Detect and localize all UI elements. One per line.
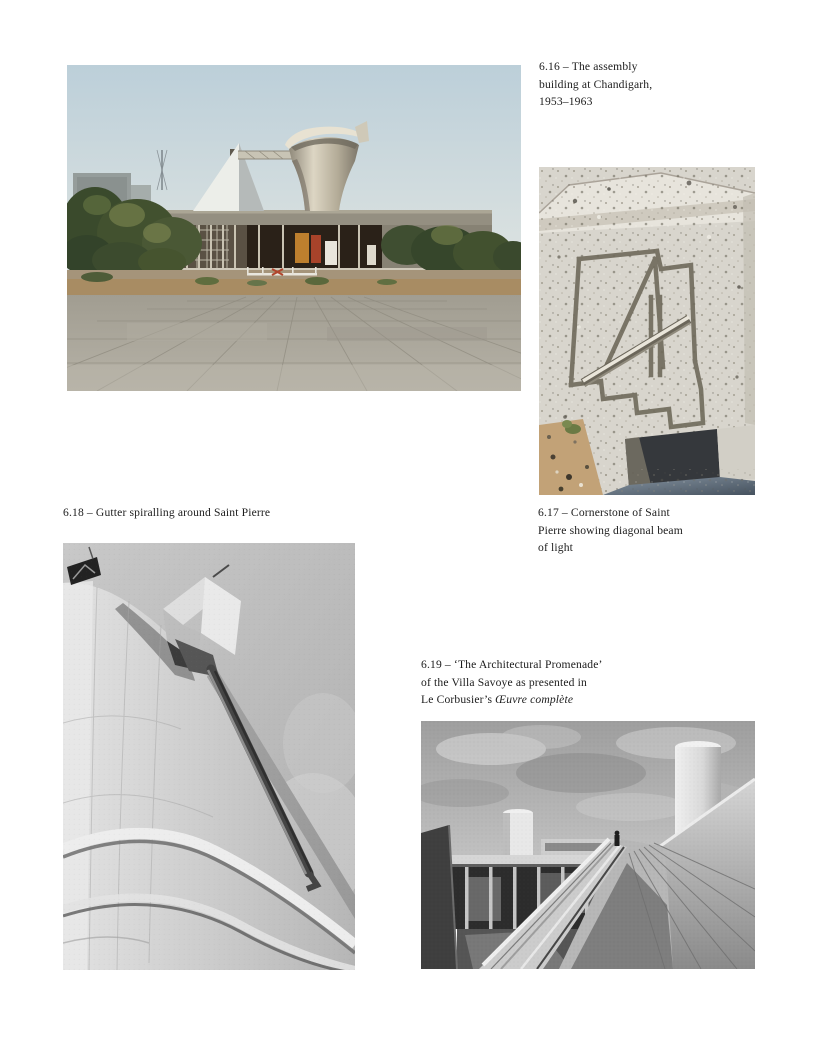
photo-villa-savoye-promenade — [421, 721, 755, 969]
caption-6-17 — [538, 504, 733, 557]
caption-6-16 — [539, 58, 704, 111]
caption-text: Le Corbusier’s — [421, 693, 496, 706]
caption-line: 1953–1963 — [539, 95, 593, 108]
caption-line: 6.16 – The assembly — [539, 60, 638, 73]
caption-line — [421, 691, 671, 709]
photo-assembly-building-chandigarh — [67, 65, 521, 391]
plaza — [67, 267, 521, 391]
caption-italic-title: Œuvre complète — [495, 693, 574, 706]
caption-line: 6.19 – ‘The Architectural Promenade’ — [421, 658, 603, 671]
caption-line: building at Chandigarh, — [539, 77, 653, 91]
photo-cornerstone-saint-pierre — [539, 167, 755, 495]
caption-line: of the Villa Savoye as presented in — [421, 675, 587, 689]
caption-6-18 — [63, 504, 393, 522]
caption-line: of light — [538, 541, 574, 554]
caption-line: 6.18 – Gutter spiralling around Saint Pierre — [63, 506, 271, 519]
caption-line: Pierre showing diagonal beam — [538, 523, 683, 537]
photo-gutter-saint-pierre — [63, 543, 355, 970]
caption-line: 6.17 – Cornerstone of Saint — [538, 506, 670, 519]
caption-6-19 — [421, 656, 671, 709]
